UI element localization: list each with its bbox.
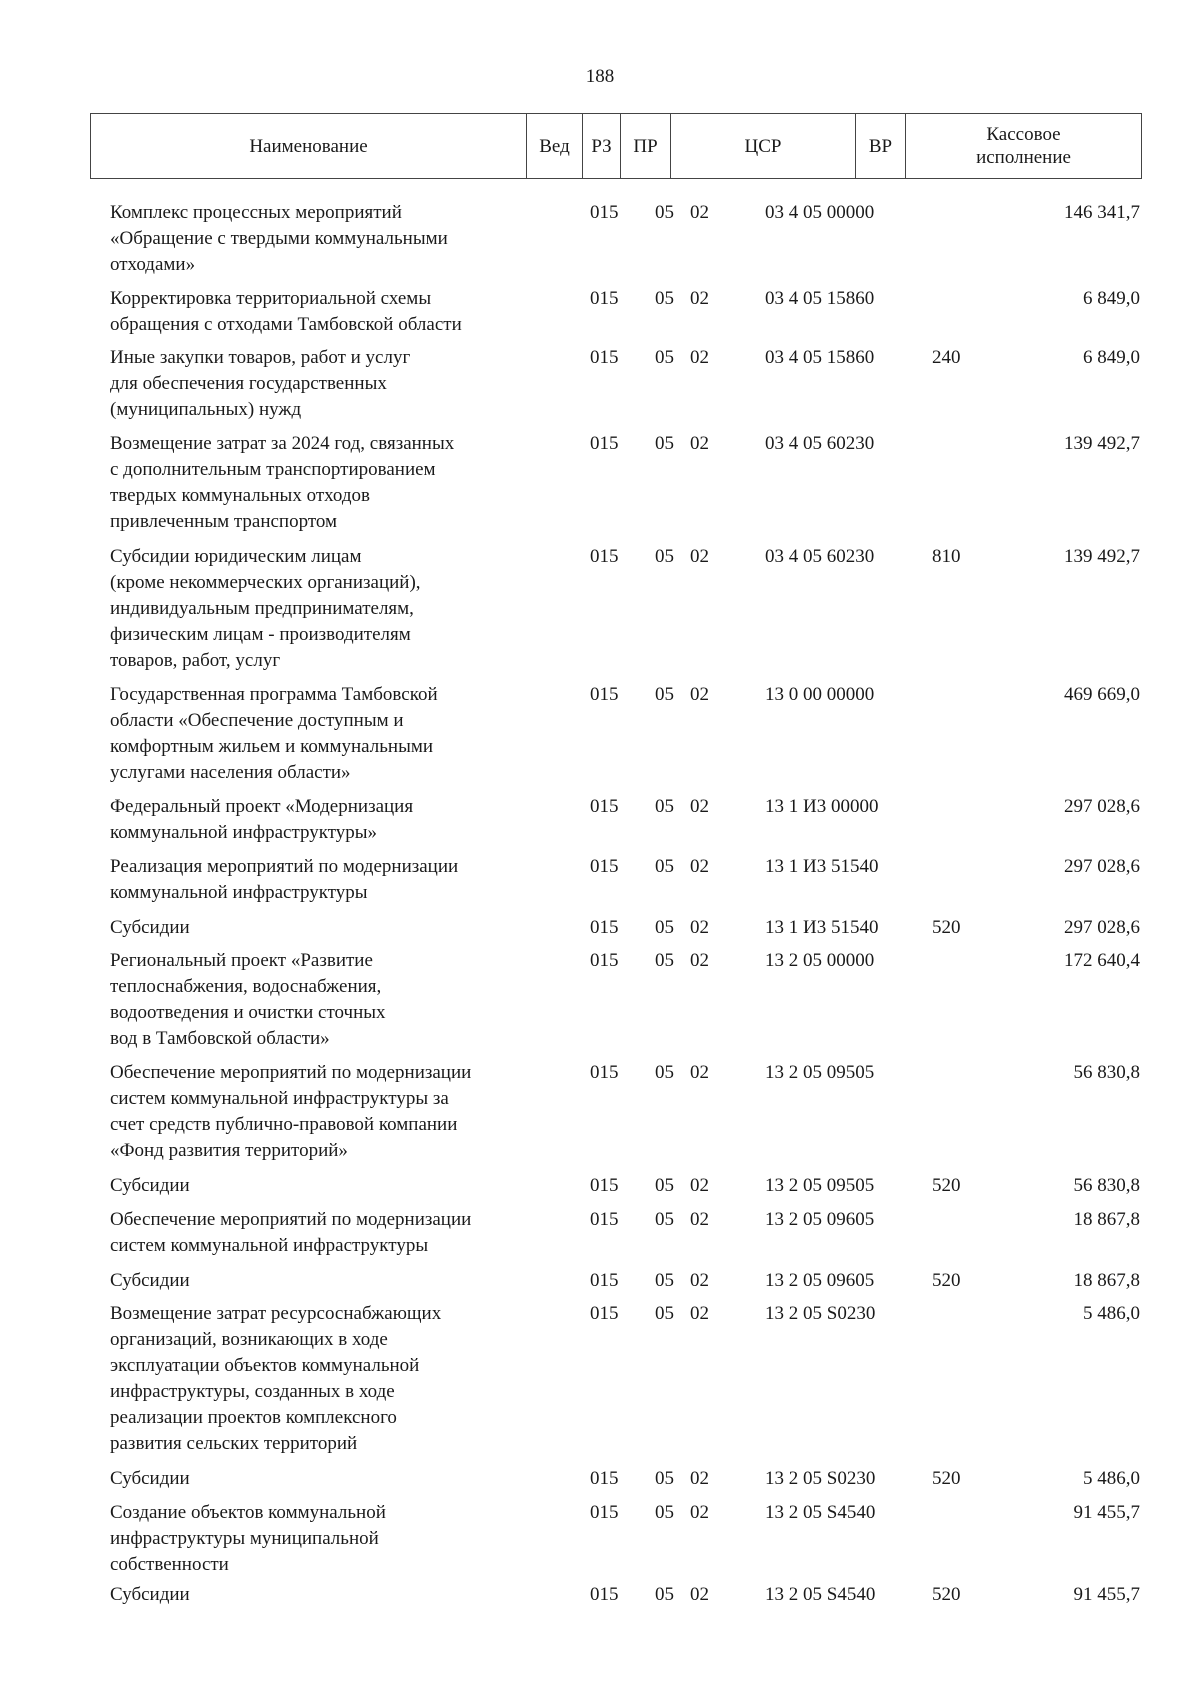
row-name: Реализация мероприятий по модернизации коммунальной инфраструктуры	[110, 856, 459, 903]
row-sum: 5 486,0	[1083, 1303, 1140, 1324]
row-name: Обеспечение мероприятий по модернизации систем коммунальной инфраструктуры за счет средств публично-правовой компании «Фонд развития территорий»	[110, 1062, 472, 1161]
row-sum: 146 341,7	[1064, 202, 1140, 223]
row-ved: 015	[590, 1062, 619, 1083]
row-name: Государственная программа Тамбовской области «Обеспечение доступным и комфортным жильем и коммунальными услугами населения области»	[110, 684, 438, 783]
row-ved: 015	[590, 950, 619, 971]
header-rz: РЗ	[582, 114, 620, 178]
row-ved: 015	[590, 796, 619, 817]
row-rz: 05	[655, 433, 674, 454]
row-ved: 015	[590, 1209, 619, 1230]
row-csr: 13 2 05 S0230	[765, 1468, 876, 1489]
row-vr: 520	[932, 1175, 961, 1196]
row-vr: 520	[932, 1468, 961, 1489]
row-rz: 05	[655, 347, 674, 368]
row-sum: 297 028,6	[1064, 796, 1140, 817]
header-pr: ПР	[620, 114, 670, 178]
row-name: Федеральный проект «Модернизация коммунальной инфраструктуры»	[110, 796, 414, 843]
row-name: Субсидии	[110, 1584, 190, 1605]
row-csr: 13 2 05 09505	[765, 1062, 875, 1083]
row-sum: 139 492,7	[1064, 546, 1140, 567]
row-pr: 02	[690, 347, 709, 368]
row-pr: 02	[690, 917, 709, 938]
row-sum: 91 455,7	[1073, 1502, 1140, 1523]
row-ved: 015	[590, 546, 619, 567]
row-csr: 13 2 05 00000	[765, 950, 875, 971]
row-ved: 015	[590, 202, 619, 223]
row-csr: 13 2 05 09605	[765, 1209, 875, 1230]
row-name: Корректировка территориальной схемы обращения с отходами Тамбовской области	[110, 288, 462, 335]
row-name: Субсидии	[110, 1270, 190, 1291]
row-pr: 02	[690, 1062, 709, 1083]
header-ved: Вед	[526, 114, 582, 178]
row-pr: 02	[690, 1209, 709, 1230]
row-pr: 02	[690, 950, 709, 971]
row-name: Субсидии	[110, 1175, 190, 1196]
row-name: Комплекс процессных мероприятий «Обращение с твердыми коммунальными отходами»	[110, 202, 448, 275]
header-vr: ВР	[855, 114, 905, 178]
row-ved: 015	[590, 347, 619, 368]
row-csr: 13 1 И3 51540	[765, 856, 879, 877]
row-rz: 05	[655, 546, 674, 567]
row-rz: 05	[655, 1468, 674, 1489]
row-sum: 56 830,8	[1073, 1175, 1140, 1196]
row-pr: 02	[690, 684, 709, 705]
row-pr: 02	[690, 546, 709, 567]
row-rz: 05	[655, 1270, 674, 1291]
row-csr: 13 1 И3 00000	[765, 796, 879, 817]
row-ved: 015	[590, 1270, 619, 1291]
row-pr: 02	[690, 1502, 709, 1523]
row-rz: 05	[655, 1062, 674, 1083]
row-sum: 6 849,0	[1083, 347, 1140, 368]
row-csr: 13 2 05 S4540	[765, 1584, 876, 1605]
row-rz: 05	[655, 1303, 674, 1324]
row-name: Региональный проект «Развитие теплоснабжения, водоснабжения, водоотведения и очистки сточных вод в Тамбовской области»	[110, 950, 386, 1049]
row-vr: 520	[932, 1584, 961, 1605]
row-sum: 91 455,7	[1073, 1584, 1140, 1605]
row-ved: 015	[590, 1468, 619, 1489]
row-rz: 05	[655, 202, 674, 223]
row-name: Субсидии юридическим лицам (кроме некоммерческих организаций), индивидуальным предпринимателям, физическим лицам - производителям товаров, работ, услуг	[110, 546, 421, 671]
row-rz: 05	[655, 1584, 674, 1605]
row-name: Субсидии	[110, 1468, 190, 1489]
row-csr: 03 4 05 60230	[765, 546, 875, 567]
row-ved: 015	[590, 856, 619, 877]
row-pr: 02	[690, 1270, 709, 1291]
row-name: Создание объектов коммунальной инфраструктуры муниципальной собственности	[110, 1502, 386, 1575]
row-sum: 469 669,0	[1064, 684, 1140, 705]
row-sum: 18 867,8	[1073, 1270, 1140, 1291]
row-rz: 05	[655, 288, 674, 309]
row-ved: 015	[590, 288, 619, 309]
header-sum: Кассовое исполнение	[905, 114, 1141, 178]
header-csr: ЦСР	[670, 114, 855, 178]
row-pr: 02	[690, 288, 709, 309]
row-pr: 02	[690, 433, 709, 454]
row-rz: 05	[655, 1502, 674, 1523]
table-header	[90, 113, 1142, 179]
row-pr: 02	[690, 1468, 709, 1489]
row-rz: 05	[655, 1175, 674, 1196]
row-vr: 240	[932, 347, 961, 368]
row-sum: 6 849,0	[1083, 288, 1140, 309]
row-sum: 139 492,7	[1064, 433, 1140, 454]
row-pr: 02	[690, 1175, 709, 1196]
row-vr: 810	[932, 546, 961, 567]
row-pr: 02	[690, 1584, 709, 1605]
row-name: Возмещение затрат ресурсоснабжающих организаций, возникающих в ходе эксплуатации объектов коммунальной инфраструктуры, созданных в ходе реализации проектов комплексного развития сельских территорий	[110, 1303, 442, 1454]
row-rz: 05	[655, 917, 674, 938]
row-pr: 02	[690, 1303, 709, 1324]
row-sum: 56 830,8	[1073, 1062, 1140, 1083]
row-rz: 05	[655, 684, 674, 705]
row-pr: 02	[690, 796, 709, 817]
row-vr: 520	[932, 917, 961, 938]
row-pr: 02	[690, 856, 709, 877]
row-vr: 520	[932, 1270, 961, 1291]
row-ved: 015	[590, 917, 619, 938]
row-rz: 05	[655, 796, 674, 817]
row-csr: 13 1 И3 51540	[765, 917, 879, 938]
row-ved: 015	[590, 1502, 619, 1523]
row-rz: 05	[655, 1209, 674, 1230]
row-csr: 13 2 05 09505	[765, 1175, 875, 1196]
row-sum: 18 867,8	[1073, 1209, 1140, 1230]
header-name: Наименование	[249, 135, 368, 157]
row-rz: 05	[655, 856, 674, 877]
row-sum: 297 028,6	[1064, 856, 1140, 877]
row-ved: 015	[590, 1584, 619, 1605]
row-name: Обеспечение мероприятий по модернизации систем коммунальной инфраструктуры	[110, 1209, 472, 1256]
row-csr: 13 2 05 09605	[765, 1270, 875, 1291]
row-name: Субсидии	[110, 917, 190, 938]
row-csr: 13 0 00 00000	[765, 684, 875, 705]
row-ved: 015	[590, 1175, 619, 1196]
row-sum: 5 486,0	[1083, 1468, 1140, 1489]
row-name: Иные закупки товаров, работ и услуг для обеспечения государственных (муниципальных) нужд	[110, 347, 411, 420]
row-sum: 172 640,4	[1064, 950, 1140, 971]
page-number: 188	[585, 66, 615, 87]
row-ved: 015	[590, 684, 619, 705]
row-csr: 03 4 05 15860	[765, 347, 875, 368]
row-name: Возмещение затрат за 2024 год, связанных с дополнительным транспортированием твердых коммунальных отходов привлеченным транспортом	[110, 433, 455, 532]
row-csr: 13 2 05 S4540	[765, 1502, 876, 1523]
row-rz: 05	[655, 950, 674, 971]
row-csr: 13 2 05 S0230	[765, 1303, 876, 1324]
row-csr: 03 4 05 00000	[765, 202, 875, 223]
row-sum: 297 028,6	[1064, 917, 1140, 938]
row-csr: 03 4 05 60230	[765, 433, 875, 454]
row-ved: 015	[590, 433, 619, 454]
row-pr: 02	[690, 202, 709, 223]
row-csr: 03 4 05 15860	[765, 288, 875, 309]
row-ved: 015	[590, 1303, 619, 1324]
